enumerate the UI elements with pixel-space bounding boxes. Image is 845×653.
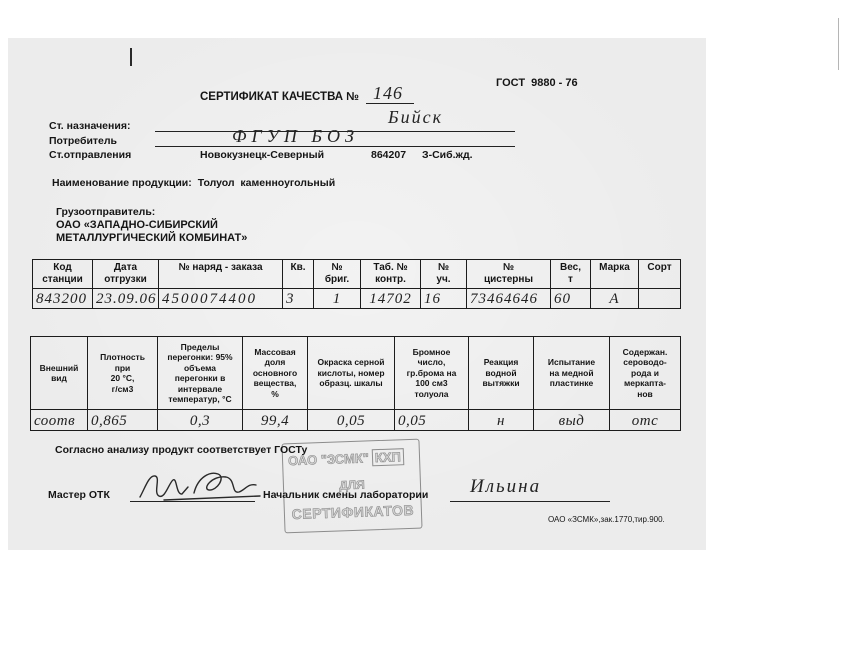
col-header-weight: Вес, т [551,260,591,289]
cell-copper-plate-test: выд [534,410,610,431]
lab-chief-signature-line [450,501,610,502]
col-header-brigade: № бриг. [314,260,361,289]
cell-brigade: 1 [314,289,361,309]
cell-station-code: 843200 [33,289,93,309]
certificate-number: 146 [373,83,403,103]
conclusion-text: Согласно анализу продукт соответствует ГОСТу [55,444,308,456]
cell-quarter: 3 [283,289,314,309]
cell-sort [639,289,681,309]
certificate-number-underline [366,103,414,104]
col-header-quarter: Кв. [283,260,314,289]
cell-section: 16 [421,289,467,309]
product-name-row [52,177,335,189]
shipper-name-line2: МЕТАЛЛУРГИЧЕСКИЙ КОМБИНАТ» [56,232,248,244]
stamp-org: ОАО "ЗСМК" [287,450,370,469]
scan-artifact-pen-mark [130,48,132,66]
cell-controller-number: 14702 [361,289,421,309]
cell-sulfuric-acid-color: 0,05 [308,410,395,431]
cell-hydrogen-sulfide-content: отс [610,410,681,431]
print-info-footer: ОАО «ЗСМК»,зак.1770,тир.900. [548,515,665,524]
cell-weight: 60 [551,289,591,309]
cell-appearance: соотв [31,410,88,431]
scan-artifact-edge-line [838,18,839,70]
stamp-line-for: ДЛЯ [338,477,365,493]
lab-chief-label: Начальник смены лаборатории [263,489,429,501]
col-header-grade-mark: Марка [591,260,639,289]
destination-value: Бийск [388,107,444,127]
col-header-order-number: № наряд - заказа [159,260,283,289]
col-header-controller-number: Таб. № контр. [361,260,421,289]
col-header-sort: Сорт [639,260,681,289]
cell-water-extract-reaction: н [469,410,534,431]
cell-shipment-date: 23.09.06 [93,289,159,309]
cell-grade-mark: А [591,289,639,309]
col-header-shipment-date: Дата отгрузки [93,260,159,289]
cell-tank-number: 73464646 [467,289,551,309]
shipper-label: Грузоотправитель: [56,206,156,218]
quality-table [30,336,681,431]
quality-table-header-row [31,337,681,410]
departure-station: Новокузнецк-Северный [200,149,325,161]
destination-label: Ст. назначения: [49,120,131,132]
col-header-section: № уч. [421,260,467,289]
certificate-title: СЕРТИФИКАТ КАЧЕСТВА № [200,91,360,103]
master-label: Мастер ОТК [48,489,110,501]
product-label: Наименование продукции: [52,177,192,189]
shipment-table-row [33,289,681,309]
departure-label: Ст.отправления [49,149,132,161]
shipment-table [32,259,681,309]
product-value: Толуол каменноугольный [197,177,336,189]
quality-table-row [31,410,681,431]
col-header-density: Плотность при 20 °С, г/см3 [88,337,158,410]
col-header-distillation-limits: Пределы перегонки: 95% объема перегонки в интервале температур, °С [158,337,243,410]
departure-station-code: 864207 [371,149,407,161]
shipper-name-line1: ОАО «ЗАПАДНО-СИБИРСКИЙ [56,219,218,231]
cell-bromine-number: 0,05 [395,410,469,431]
col-header-station-code: Код станции [33,260,93,289]
col-header-main-substance-share: Массовая доля основного вещества, % [243,337,308,410]
master-signature [136,466,264,504]
stamp-unit: КХП [372,448,405,466]
consumer-value: ФГУП БОЗ [232,126,359,146]
col-header-copper-plate-test: Испытание на медной пластинке [534,337,610,410]
departure-railway: З-Сиб.жд. [422,149,473,161]
col-header-bromine-number: Бромное число, гр.брома на 100 см3 толуола [395,337,469,410]
cell-main-substance-share: 99,4 [243,410,308,431]
lab-chief-name: Ильина [470,476,542,497]
col-header-hydrogen-sulfide-content: Содержан. сероводо- рода и меркапта- нов [610,337,681,410]
gost-reference: ГОСТ 9880 - 76 [496,77,578,89]
col-header-tank-number: № цистерны [467,260,551,289]
cell-distillation-limits: 0,3 [158,410,243,431]
cell-density: 0,865 [88,410,158,431]
cell-order-number: 4500074400 [159,289,283,309]
shipment-table-header-row [33,260,681,289]
stamp-line-certificates: СЕРТИФИКАТОВ [291,501,415,523]
col-header-water-extract-reaction: Реакция водной вытяжки [469,337,534,410]
col-header-sulfuric-acid-color: Окраска серной кислоты, номер образц. шкалы [308,337,395,410]
col-header-appearance: Внешний вид [31,337,88,410]
consumer-label: Потребитель [49,135,118,147]
